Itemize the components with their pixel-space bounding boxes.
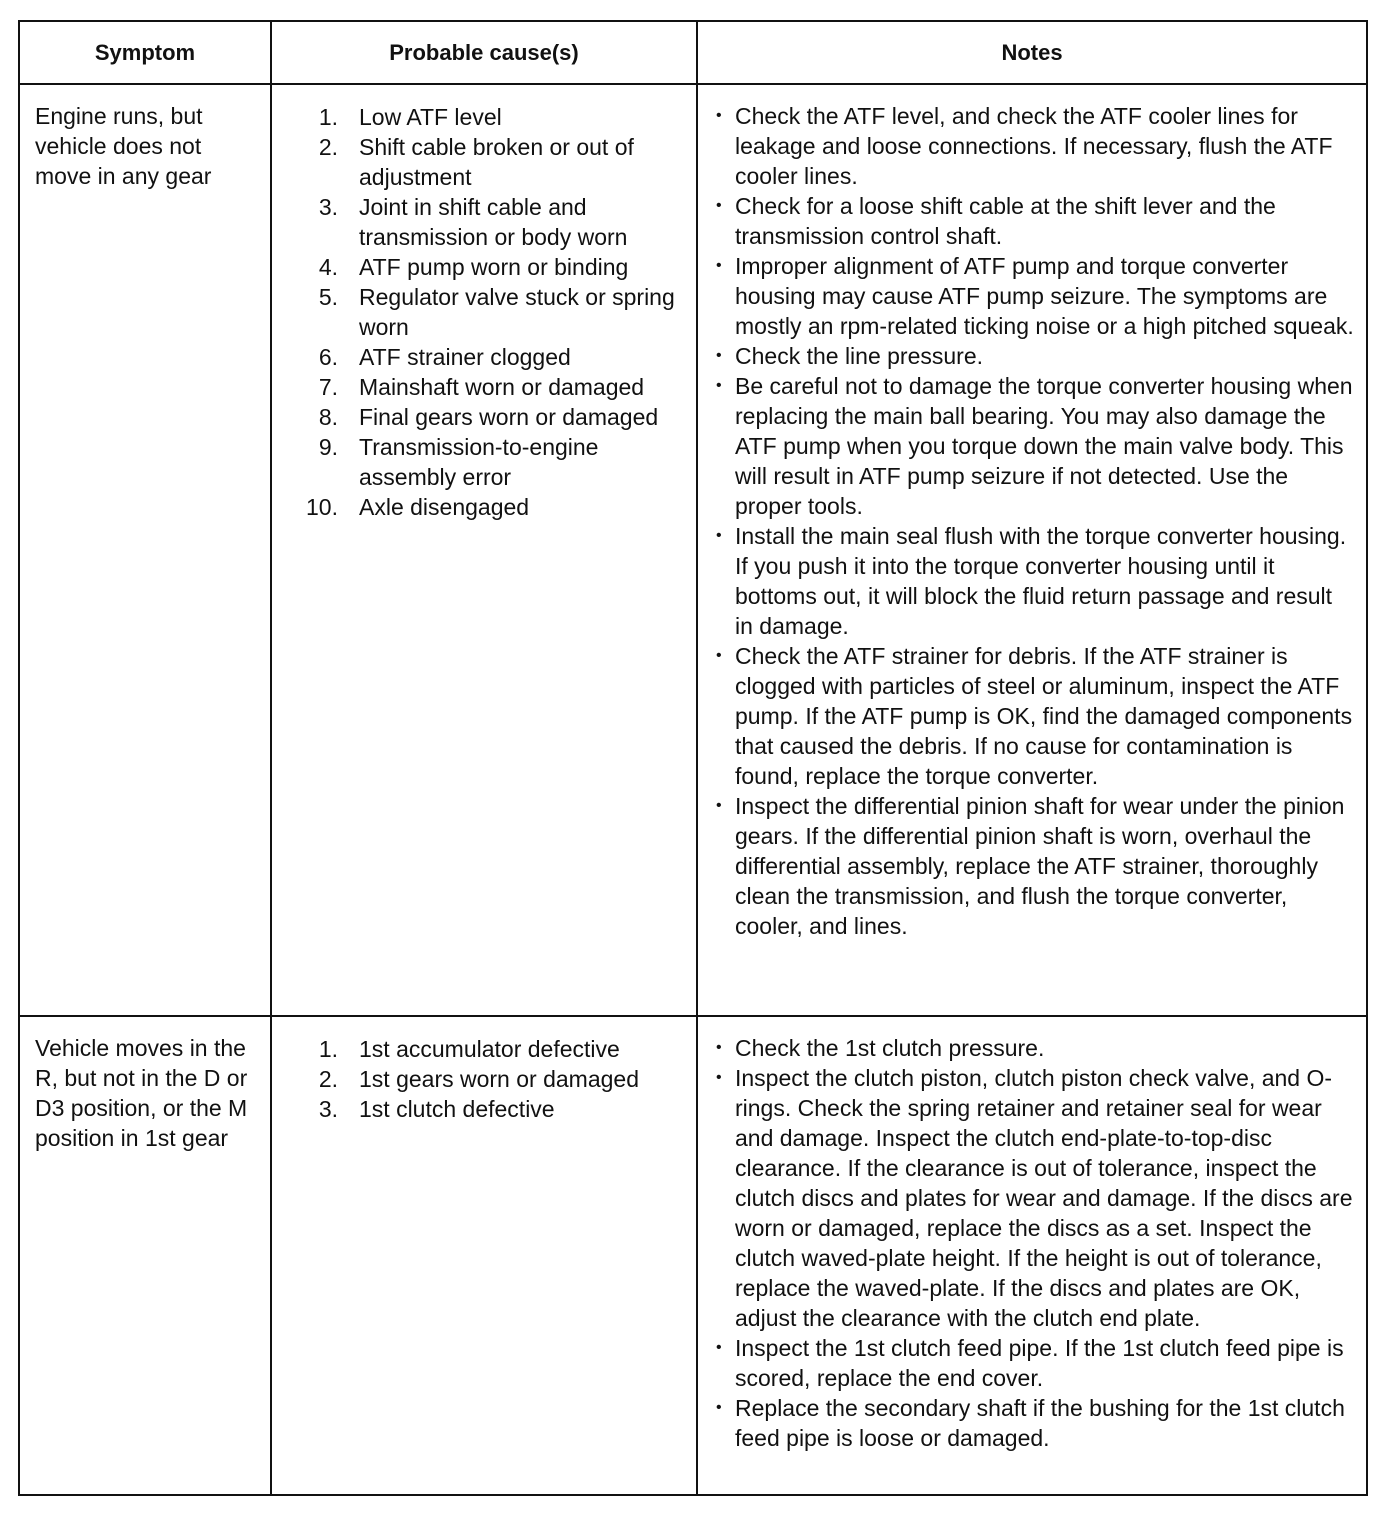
cause-number: 2. — [318, 1066, 338, 1092]
note-text: Improper alignment of ATF pump and torque converter housing may cause ATF pump seizure. The symptoms are mostly an rpm-related ticking noise or a high pitched squeak. — [735, 253, 1354, 339]
bullet-icon: • — [716, 377, 722, 394]
bullet-icon: • — [716, 347, 722, 364]
note-text: Replace the secondary shaft if the bushing for the 1st clutch feed pipe is loose or damaged. — [735, 1395, 1345, 1451]
list-item — [716, 191, 1354, 251]
list-item — [716, 341, 1354, 371]
cause-number: 8. — [318, 404, 338, 430]
header-symptom: Symptom — [20, 22, 271, 84]
table-row — [20, 1016, 1366, 1494]
cause-text: Joint in shift cable and transmission or body worn — [359, 194, 628, 250]
list-item — [716, 1033, 1354, 1063]
cause-text: 1st gears worn or damaged — [359, 1066, 639, 1092]
note-text: Install the main seal flush with the torque converter housing. If you push it into the torque converter housing until it bottoms out, it will block the fluid return passage and result in damage. — [735, 523, 1347, 639]
cause-number: 3. — [318, 1096, 338, 1122]
cause-number: 4. — [318, 254, 338, 280]
list-item — [272, 492, 686, 522]
list-item — [716, 791, 1354, 941]
note-text: Inspect the 1st clutch feed pipe. If the 1st clutch feed pipe is scored, replace the end cover. — [735, 1335, 1344, 1391]
cause-number: 10. — [306, 494, 338, 520]
cause-list — [272, 102, 686, 522]
list-item — [716, 371, 1354, 521]
cause-text: 1st accumulator defective — [359, 1036, 620, 1062]
notes-cell — [697, 84, 1366, 1016]
list-item — [272, 1094, 686, 1124]
list-item — [716, 101, 1354, 191]
list-item — [716, 1063, 1354, 1333]
troubleshooting-sheet — [18, 20, 1368, 1496]
bullet-icon: • — [716, 1339, 722, 1356]
note-text: Check the ATF level, and check the ATF cooler lines for leakage and loose connections. If necessary, flush the ATF cooler lines. — [735, 103, 1333, 189]
list-item — [272, 342, 686, 372]
cause-text: Final gears worn or damaged — [359, 404, 659, 430]
cause-text: ATF pump worn or binding — [359, 254, 629, 280]
bullet-icon: • — [716, 107, 722, 124]
cause-list — [272, 1034, 686, 1124]
bullet-icon: • — [716, 647, 722, 664]
cause-text: Regulator valve stuck or spring worn — [359, 284, 675, 340]
cause-text: Axle disengaged — [359, 494, 530, 520]
table-row — [20, 84, 1366, 1016]
causes-cell — [271, 1016, 697, 1494]
note-list — [716, 1033, 1354, 1453]
bullet-icon: • — [716, 527, 722, 544]
cause-number: 1. — [318, 1036, 338, 1062]
cause-number: 1. — [318, 104, 338, 130]
note-text: Be careful not to damage the torque converter housing when replacing the main ball bearing. You may also damage the ATF pump when you torque down the main valve body. This will result in ATF pump seizure if not detected. Use the proper tools. — [735, 373, 1353, 519]
list-item — [272, 252, 686, 282]
cause-number: 3. — [318, 194, 338, 220]
cause-text: Mainshaft worn or damaged — [359, 374, 645, 400]
note-list — [716, 101, 1354, 941]
symptom-cell: Engine runs, but vehicle does not move in any gear — [20, 84, 271, 1016]
list-item — [272, 1034, 686, 1064]
list-item — [272, 102, 686, 132]
note-text: Inspect the clutch piston, clutch piston check valve, and O-rings. Check the spring retainer and retainer seal for wear and damage. Inspect the clutch end-plate-to-top-disc clearance. If the clearance is out of tolerance, inspect the clutch discs and plates for wear and damage. If the discs are worn or damaged, replace the discs as a set. Inspect the clutch waved-plate height. If the height is out of tolerance, replace the waved-plate. If the discs and plates are OK, adjust the clearance with the clutch end plate. — [735, 1065, 1353, 1331]
list-item — [272, 372, 686, 402]
notes-cell — [697, 1016, 1366, 1494]
list-item — [272, 1064, 686, 1094]
list-item — [716, 521, 1354, 641]
cause-text: 1st clutch defective — [359, 1096, 555, 1122]
list-item — [272, 192, 686, 252]
header-probable-causes: Probable cause(s) — [271, 22, 697, 84]
list-item — [716, 251, 1354, 341]
causes-cell — [271, 84, 697, 1016]
cause-text: Shift cable broken or out of adjustment — [359, 134, 634, 190]
troubleshooting-table — [20, 22, 1366, 1494]
bullet-icon: • — [716, 1399, 722, 1416]
cause-number: 6. — [318, 344, 338, 370]
list-item — [716, 1333, 1354, 1393]
header-notes: Notes — [697, 22, 1366, 84]
note-text: Check the 1st clutch pressure. — [735, 1035, 1045, 1061]
header-row — [20, 22, 1366, 84]
cause-number: 5. — [318, 284, 338, 310]
bullet-icon: • — [716, 1069, 722, 1086]
list-item — [272, 402, 686, 432]
cause-number: 2. — [318, 134, 338, 160]
note-text: Check the line pressure. — [735, 343, 984, 369]
cause-text: Transmission-to-engine assembly error — [359, 434, 599, 490]
note-text: Check for a loose shift cable at the shift lever and the transmission control shaft. — [735, 193, 1276, 249]
bullet-icon: • — [716, 797, 722, 814]
list-item — [716, 641, 1354, 791]
list-item — [272, 132, 686, 192]
cause-number: 9. — [318, 434, 338, 460]
note-text: Check the ATF strainer for debris. If the ATF strainer is clogged with particles of steel or aluminum, inspect the ATF pump. If the ATF pump is OK, find the damaged components that caused the debris. If no cause for contamination is found, replace the torque converter. — [735, 643, 1353, 789]
cause-number: 7. — [318, 374, 338, 400]
note-text: Inspect the differential pinion shaft for wear under the pinion gears. If the differential pinion shaft is worn, overhaul the differential assembly, replace the ATF strainer, thoroughly clean the transmission, and flush the torque converter, cooler, and lines. — [735, 793, 1345, 939]
list-item — [272, 432, 686, 492]
symptom-cell: Vehicle moves in the R, but not in the D or D3 position, or the M position in 1st gear — [20, 1016, 271, 1494]
cause-text: Low ATF level — [359, 104, 502, 130]
bullet-icon: • — [716, 1039, 722, 1056]
list-item — [716, 1393, 1354, 1453]
list-item — [272, 282, 686, 342]
bullet-icon: • — [716, 257, 722, 274]
cause-text: ATF strainer clogged — [359, 344, 571, 370]
bullet-icon: • — [716, 197, 722, 214]
